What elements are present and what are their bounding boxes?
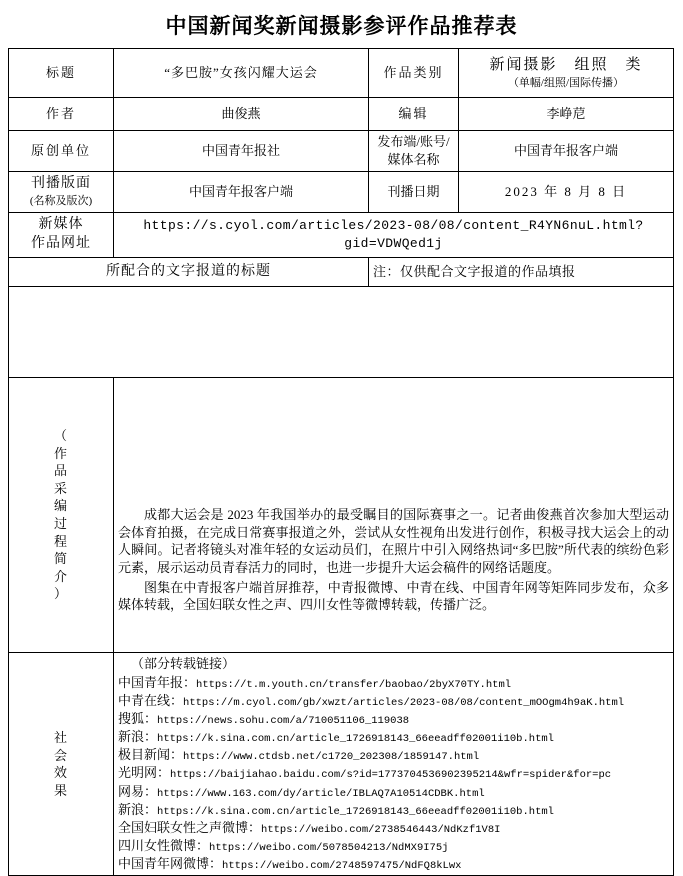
table-row	[9, 98, 674, 131]
newmedia-label	[9, 213, 114, 258]
table-row	[9, 213, 674, 258]
effect-label	[9, 653, 114, 876]
list-item[interactable]	[118, 710, 669, 728]
link-url[interactable]: https://k.sina.com.cn/article_1726918143_66eeadff02001i10b.html	[157, 733, 554, 746]
link-source: 中国青年网微博：	[118, 856, 223, 872]
summary-label-char: （	[53, 428, 68, 444]
text-report-note: 注：仅供配合文字报道的作品填报	[369, 258, 674, 287]
link-source: 四川女性微博：	[118, 838, 210, 854]
summary-paragraph: 成都大运会是 2023 年我国举办的最受瞩目的国际赛事之一。记者曲俊燕首次参加大型运动会体育拍摄，在完成日常赛事报道之外，尝试从女性视角出发进行创作，积极寻找大运会上的动人瞬间。记者将镜头对准年轻的女运动员们，在照片中引入网络热词“多巴胺”所代表的缤纷色彩元素，展示运动员青春活力的同时，也进一步提升大运会稿件的网络话题度。	[118, 507, 669, 575]
effect-label-char: 果	[53, 782, 68, 798]
newmedia-label-line1: 新媒体	[38, 217, 84, 233]
link-source: 中国青年报：	[118, 674, 197, 690]
link-url[interactable]: https://www.163.com/dy/article/IBLAQ7A10514CDBK.html	[157, 787, 485, 800]
summary-label-char: 过	[53, 516, 68, 531]
category-label: 作品类别	[369, 49, 459, 98]
org-value: 中国青年报社	[114, 131, 369, 172]
category-value: 新闻摄影 组照 类	[489, 56, 643, 73]
summary-label-char: 程	[53, 533, 68, 549]
link-url[interactable]: https://baijiahao.baidu.com/s?id=1773704536902395214&wfr=spider&for=pc	[170, 769, 612, 782]
author-value: 曲俊燕	[114, 98, 369, 131]
summary-label-char: 编	[53, 498, 68, 514]
summary-label-char: 品	[53, 463, 68, 479]
newmedia-label-line2: 作品网址	[31, 236, 91, 251]
summary-label-char: 采	[53, 480, 68, 496]
text-report-blank-cell	[9, 287, 674, 378]
link-source: 网易：	[118, 783, 158, 799]
list-item[interactable]	[118, 783, 669, 801]
list-item[interactable]	[118, 728, 669, 746]
list-item[interactable]	[118, 692, 669, 710]
link-source: 极目新闻：	[118, 747, 184, 763]
publish-date-label: 刊播日期	[369, 172, 459, 213]
category-note: （单幅/组照/国际传播）	[507, 77, 625, 90]
table-row	[9, 653, 674, 876]
table-row	[9, 378, 674, 653]
publish-layout-label-line2: (名称及版次)	[29, 195, 93, 208]
account-value: 中国青年报客户端	[459, 131, 674, 172]
account-label-line2: 媒体名称	[387, 152, 440, 167]
effect-links-list	[114, 653, 674, 876]
table-row	[9, 131, 674, 172]
link-url[interactable]: https://weibo.com/2738546443/NdKzf1V8I	[261, 823, 501, 836]
author-label: 作者	[9, 98, 114, 131]
table-row	[9, 287, 674, 378]
link-source: 光明网：	[118, 765, 171, 781]
link-source: 新浪：	[118, 801, 158, 817]
link-url[interactable]: https://www.ctdsb.net/c1720_202308/1859147.html	[183, 751, 480, 764]
link-source: 搜狐：	[118, 710, 158, 726]
effect-label-char: 会	[53, 747, 68, 763]
list-item[interactable]	[118, 801, 669, 819]
effect-header: （部分转载链接）	[131, 656, 236, 671]
recommendation-form-table	[8, 48, 674, 876]
link-url[interactable]: https://k.sina.com.cn/article_1726918143_66eeadff02001i10b.html	[157, 805, 554, 818]
editor-value: 李峥苨	[459, 98, 674, 131]
effect-label-char: 社	[53, 730, 68, 746]
title-value: “多巴胺”女孩闪耀大运会	[114, 49, 369, 98]
publish-layout-label	[9, 172, 114, 213]
summary-label-char: 介	[53, 568, 68, 584]
link-source: 新浪：	[118, 729, 158, 745]
table-row	[9, 49, 674, 98]
link-url[interactable]: https://news.sohu.com/a/710051106_119038	[157, 714, 410, 727]
page-title: 中国新闻奖新闻摄影参评作品推荐表	[165, 14, 518, 38]
summary-label-char: ）	[53, 586, 68, 602]
link-source: 中青在线：	[118, 692, 184, 708]
list-item[interactable]	[118, 746, 669, 764]
account-label-line1: 发布端/账号/	[377, 134, 450, 150]
org-label: 原创单位	[9, 131, 114, 172]
summary-label	[9, 378, 114, 653]
link-source: 全国妇联女性之声微博：	[118, 819, 262, 835]
editor-label: 编辑	[369, 98, 459, 131]
publish-layout-label-line1: 刊播版面	[31, 176, 91, 192]
category-value-cell	[459, 49, 674, 98]
list-item[interactable]	[118, 674, 669, 692]
publish-layout-value: 中国青年报客户端	[114, 172, 369, 213]
summary-paragraph: 图集在中青报客户端首屏推荐，中青报微博、中青在线、中国青年网等矩阵同步发布，众多媒体转载，全国妇联女性之声、四川女性等微博转载，传播广泛。	[118, 579, 669, 613]
link-url[interactable]: https://weibo.com/2748597475/NdFQ8kLwx	[222, 860, 462, 873]
text-report-title-label: 所配合的文字报道的标题	[9, 258, 369, 287]
table-row	[9, 258, 674, 287]
publish-date-value: 2023 年 8 月 8 日	[459, 172, 674, 213]
list-item[interactable]	[118, 819, 669, 837]
list-item[interactable]	[118, 837, 669, 855]
effect-label-char: 效	[53, 765, 68, 781]
link-url[interactable]: https://m.cyol.com/gb/xwzt/articles/2023-08/08/content_mOOgm4h9aK.html	[183, 696, 625, 709]
link-url[interactable]: https://weibo.com/5078504213/NdMX9I75j	[209, 842, 449, 855]
title-label: 标题	[9, 49, 114, 98]
summary-label-char: 作	[53, 445, 68, 461]
table-row	[9, 172, 674, 213]
list-item[interactable]	[118, 855, 669, 873]
summary-label-char: 简	[53, 551, 68, 567]
link-url[interactable]: https://t.m.youth.cn/transfer/baobao/2byX70TY.html	[196, 678, 512, 691]
newmedia-url-value[interactable]: https://s.cyol.com/articles/2023-08/08/content_R4YN6nuL.html?gid=VDWQed1j	[114, 213, 674, 258]
list-item[interactable]	[118, 764, 669, 782]
summary-body	[114, 378, 674, 653]
account-label	[369, 131, 459, 172]
